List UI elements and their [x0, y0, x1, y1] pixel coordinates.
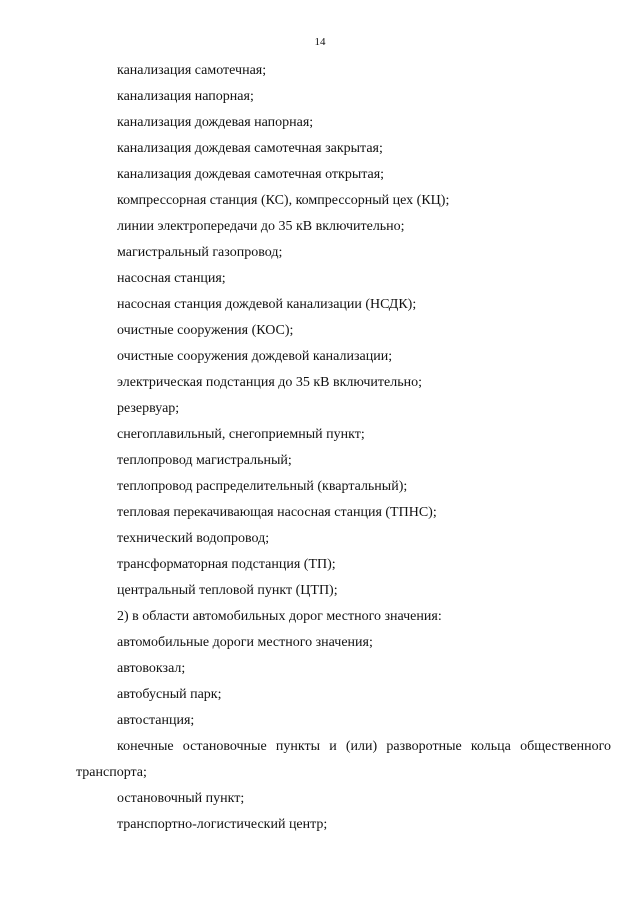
- list-item: остановочный пункт;: [117, 791, 245, 806]
- list-item: транспортно-логистический центр;: [117, 817, 328, 832]
- page-number: 14: [314, 36, 326, 48]
- list-item: канализация дождевая самотечная закрытая;: [117, 141, 383, 156]
- list-item: технический водопровод;: [117, 531, 270, 546]
- list-item: автовокзал;: [117, 661, 186, 676]
- list-item: теплопровод распределительный (квартальный);: [117, 479, 408, 494]
- list-item: резервуар;: [117, 401, 180, 416]
- list-item: канализация напорная;: [117, 89, 254, 104]
- section-heading: 2) в области автомобильных дорог местного значения:: [117, 609, 442, 624]
- list-item: электрическая подстанция до 35 кВ включительно;: [117, 375, 422, 390]
- list-item: насосная станция дождевой канализации (НСДК);: [117, 297, 417, 312]
- list-item: канализация дождевая напорная;: [117, 115, 314, 130]
- list-item: канализация самотечная;: [117, 63, 267, 78]
- list-item: центральный тепловой пункт (ЦТП);: [117, 583, 338, 598]
- list-item: трансформаторная подстанция (ТП);: [117, 557, 336, 572]
- list-item: теплопровод магистральный;: [117, 453, 292, 468]
- list-item: канализация дождевая самотечная открытая;: [117, 167, 385, 182]
- list-item: автобусный парк;: [117, 687, 222, 702]
- list-item: линии электропередачи до 35 кВ включительно;: [117, 219, 405, 234]
- list-item: снегоплавильный, снегоприемный пункт;: [117, 427, 365, 442]
- list-item: компрессорная станция (КС), компрессорный цех (КЦ);: [117, 193, 450, 208]
- wrapped-item-continuation: транспорта;: [76, 765, 147, 780]
- list-item: магистральный газопровод;: [117, 245, 283, 260]
- list-item: очистные сооружения дождевой канализации;: [117, 349, 393, 364]
- wrapped-item-first-line: конечные остановочные пункты и (или) разворотные кольца общественного: [117, 739, 611, 754]
- list-item: очистные сооружения (КОС);: [117, 323, 294, 338]
- list-item: насосная станция;: [117, 271, 226, 286]
- document-body: [0, 58, 640, 838]
- list-item: тепловая перекачивающая насосная станция (ТПНС);: [117, 505, 437, 520]
- list-item: автостанция;: [117, 713, 195, 728]
- list-item: автомобильные дороги местного значения;: [117, 635, 373, 650]
